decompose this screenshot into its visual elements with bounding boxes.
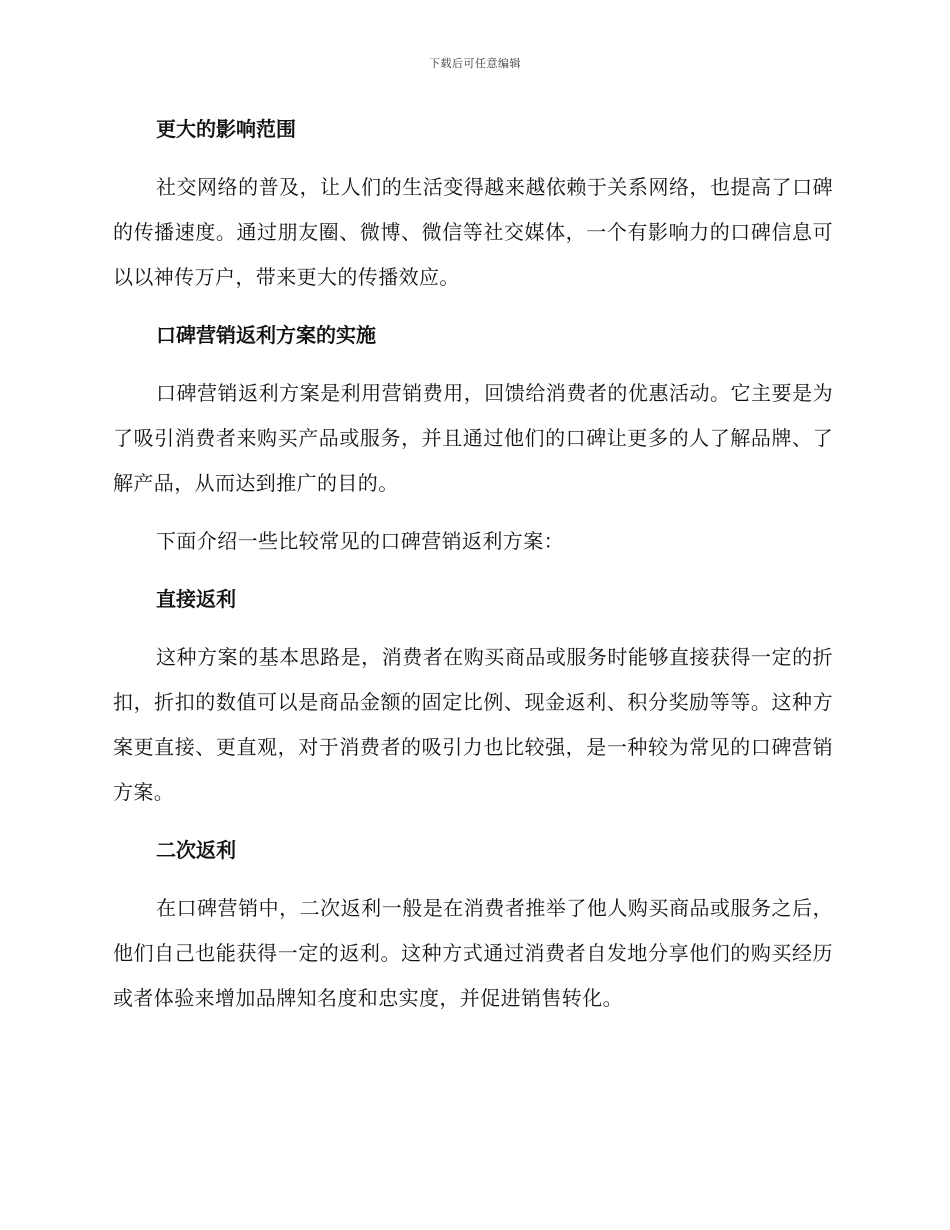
document-body bbox=[113, 107, 833, 1034]
section-heading: 直接返利 bbox=[156, 587, 236, 611]
page-header: 下载后可任意编辑 bbox=[429, 57, 521, 70]
body-paragraph: 社交网络的普及，让人们的生活变得越来越依赖于关系网络，也提高了口碑的传播速度。通过朋友圈、微博、微信等社交媒体，一个有影响力的口碑信息可以以神传万户，带来更大的传播效应。 bbox=[113, 175, 833, 289]
body-paragraph: 这种方案的基本思路是，消费者在购买商品或服务时能够直接获得一定的折扣，折扣的数值可以是商品金额的固定比例、现金返利、积分奖励等等。这种方案更直接、更直观，对于消费者的吸引力也比较强，是一种较为常见的口碑营销方案。 bbox=[113, 645, 833, 804]
section-heading: 更大的影响范围 bbox=[156, 117, 296, 141]
body-paragraph: 下面介绍一些比较常见的口碑营销返利方案： bbox=[156, 529, 564, 553]
body-paragraph: 在口碑营销中，二次返利一般是在消费者推举了他人购买商品或服务之后，他们自己也能获得一定的返利。这种方式通过消费者自发地分享他们的购买经历或者体验来增加品牌知名度和忠实度，并促进销售转化。 bbox=[113, 896, 833, 1010]
body-paragraph: 口碑营销返利方案是利用营销费用，回馈给消费者的优惠活动。它主要是为了吸引消费者来购买产品或服务，并且通过他们的口碑让更多的人了解品牌、了解产品，从而达到推广的目的。 bbox=[113, 381, 833, 495]
section-heading: 二次返利 bbox=[156, 838, 236, 862]
section-heading: 口碑营销返利方案的实施 bbox=[156, 323, 376, 347]
